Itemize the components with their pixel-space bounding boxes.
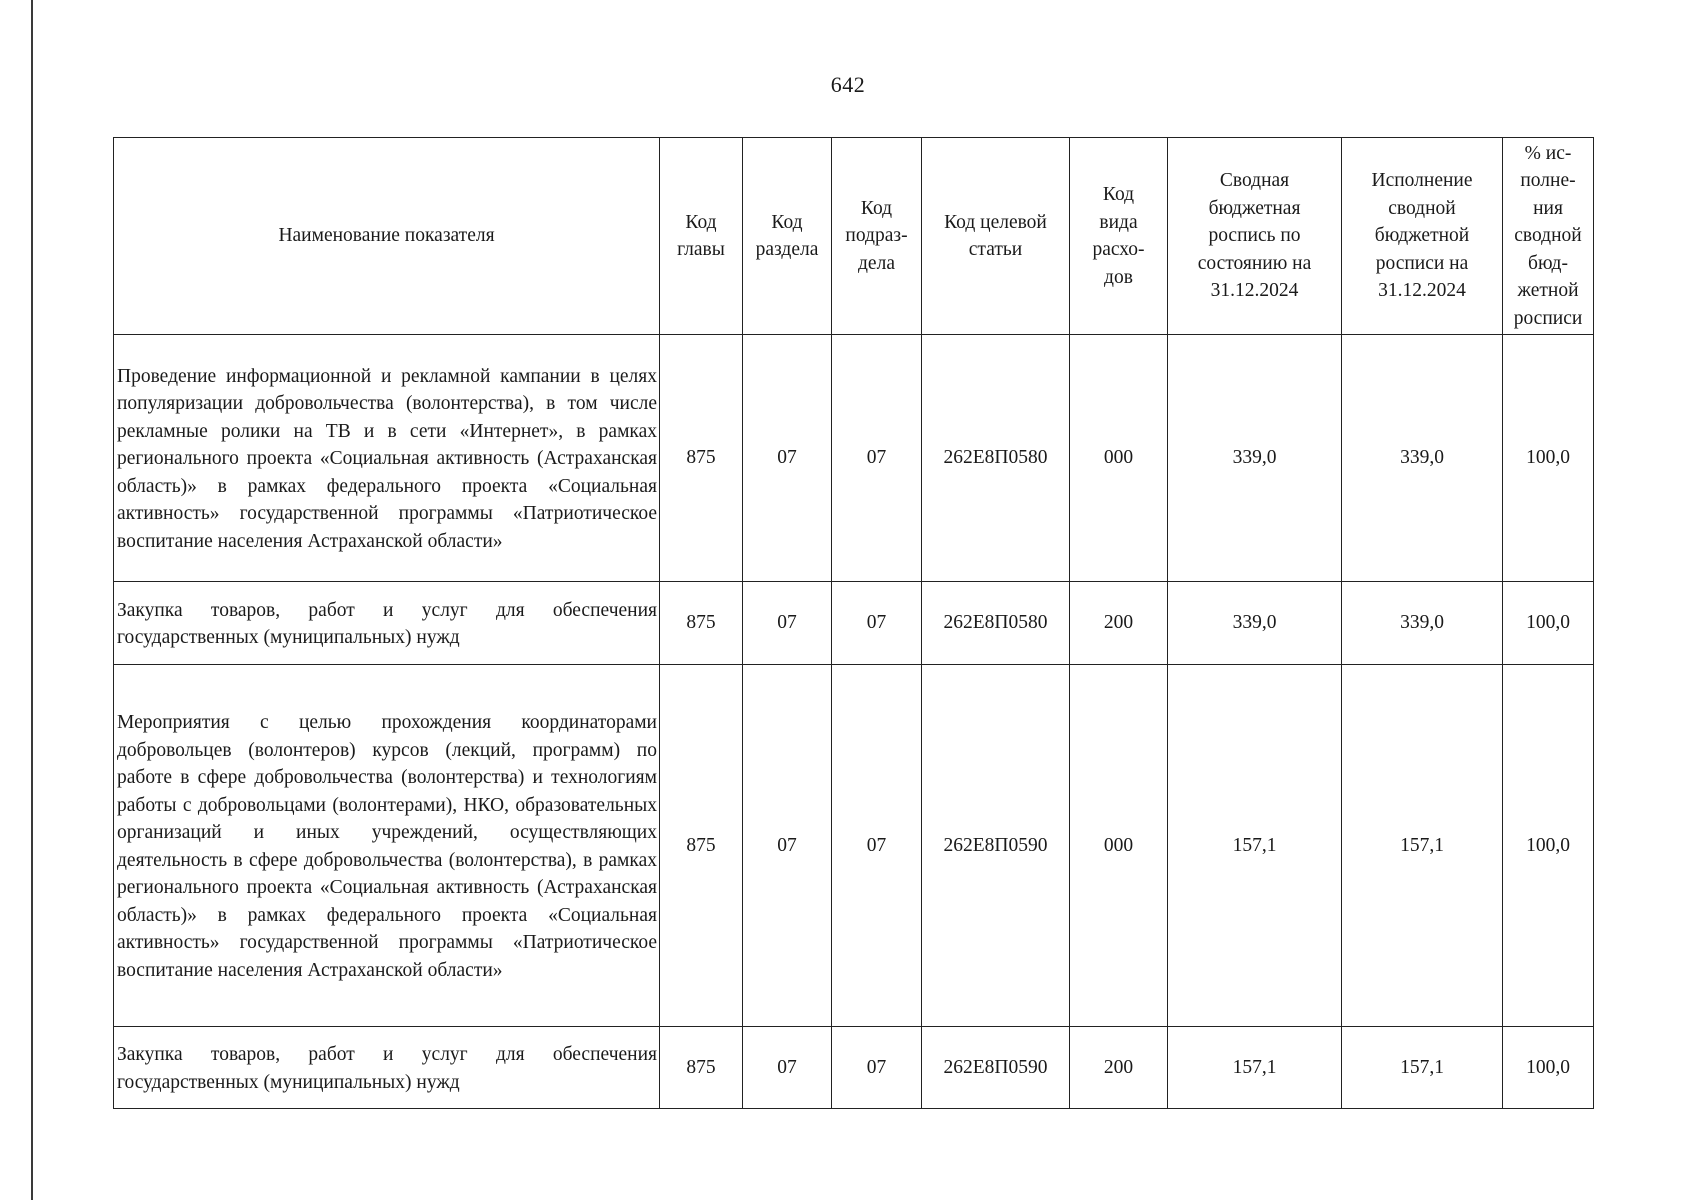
row-executed-amount: 339,0 <box>1342 335 1503 582</box>
row-planned-amount: 339,0 <box>1168 582 1342 665</box>
row-chapter-code: 875 <box>660 1027 743 1109</box>
row-section-code: 07 <box>743 665 832 1027</box>
row-section-code: 07 <box>743 1027 832 1109</box>
header-subsection-code: Код подраз-дела <box>832 138 922 335</box>
header-section-code: Код раздела <box>743 138 832 335</box>
row-expense-type-code: 000 <box>1070 665 1168 1027</box>
row-name: Проведение информационной и рекламной кампании в целях популяризации добровольчества (волонтерства), в том числе рекламные ролики на ТВ и в сети «Интернет», в рамках регионального проекта «Социальная активность (Астраханская область)» в рамках федерального проекта «Социальная активность» государственной программы «Патриотическое воспитание населения Астраханской области» <box>114 335 660 582</box>
header-chapter-code: Код главы <box>660 138 743 335</box>
row-planned-amount: 339,0 <box>1168 335 1342 582</box>
table-header-row <box>114 138 1594 335</box>
budget-execution-table <box>113 137 1594 1109</box>
header-target-code: Код целевой статьи <box>922 138 1070 335</box>
row-subsection-code: 07 <box>832 1027 922 1109</box>
row-name: Мероприятия с целью прохождения координаторами добровольцев (волонтеров) курсов (лекций, программ) по работе в сфере добровольчества (волонтерства) и технологиям работы с добровольцами (волонтерами), НКО, образовательных организаций и иных учреждений, осуществляющих деятельность в сфере добровольчества (волонтерства), в рамках регионального проекта «Социальная активность (Астраханская область)» в рамках федерального проекта «Социальная активность» государственной программы «Патриотическое воспитание населения Астраханской области» <box>114 665 660 1027</box>
row-expense-type-code: 200 <box>1070 582 1168 665</box>
scan-page-edge <box>31 0 33 1200</box>
header-expense-type-code: Код вида расхо-дов <box>1070 138 1168 335</box>
row-execution-percent: 100,0 <box>1503 335 1594 582</box>
header-planned-budget: Сводная бюджетная роспись по состоянию на 31.12.2024 <box>1168 138 1342 335</box>
row-expense-type-code: 000 <box>1070 335 1168 582</box>
row-chapter-code: 875 <box>660 665 743 1027</box>
table-row <box>114 582 1594 665</box>
row-section-code: 07 <box>743 582 832 665</box>
header-execution-percent: % ис-полне-ния сводной бюд-жетной росписи <box>1503 138 1594 335</box>
header-name: Наименование показателя <box>114 138 660 335</box>
row-subsection-code: 07 <box>832 335 922 582</box>
row-target-code: 262Е8П0580 <box>922 335 1070 582</box>
table-row <box>114 335 1594 582</box>
row-name: Закупка товаров, работ и услуг для обеспечения государственных (муниципальных) нужд <box>114 582 660 665</box>
row-target-code: 262Е8П0580 <box>922 582 1070 665</box>
row-execution-percent: 100,0 <box>1503 665 1594 1027</box>
row-planned-amount: 157,1 <box>1168 665 1342 1027</box>
row-chapter-code: 875 <box>660 582 743 665</box>
row-target-code: 262Е8П0590 <box>922 665 1070 1027</box>
row-chapter-code: 875 <box>660 335 743 582</box>
row-execution-percent: 100,0 <box>1503 582 1594 665</box>
row-subsection-code: 07 <box>832 582 922 665</box>
row-executed-amount: 157,1 <box>1342 665 1503 1027</box>
row-section-code: 07 <box>743 335 832 582</box>
row-executed-amount: 339,0 <box>1342 582 1503 665</box>
page-number: 642 <box>830 72 866 97</box>
row-planned-amount: 157,1 <box>1168 1027 1342 1109</box>
row-subsection-code: 07 <box>832 665 922 1027</box>
table-row <box>114 1027 1594 1109</box>
row-target-code: 262Е8П0590 <box>922 1027 1070 1109</box>
row-executed-amount: 157,1 <box>1342 1027 1503 1109</box>
row-name: Закупка товаров, работ и услуг для обеспечения государственных (муниципальных) нужд <box>114 1027 660 1109</box>
row-expense-type-code: 200 <box>1070 1027 1168 1109</box>
row-execution-percent: 100,0 <box>1503 1027 1594 1109</box>
header-executed-budget: Исполнение сводной бюджетной росписи на 31.12.2024 <box>1342 138 1503 335</box>
table-row <box>114 665 1594 1027</box>
